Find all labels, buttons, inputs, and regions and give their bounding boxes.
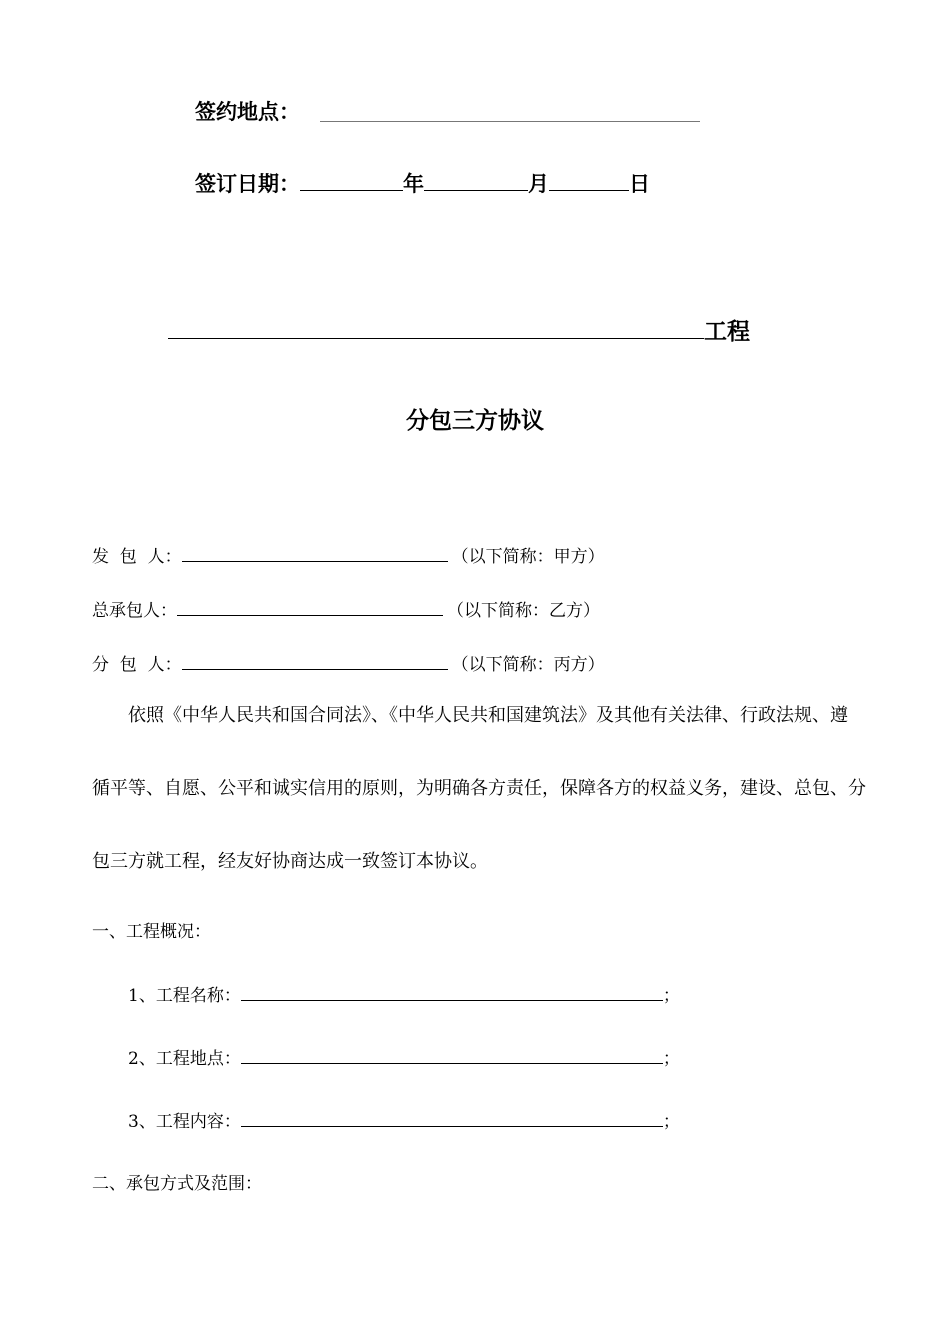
project-item-blank[interactable] [241,1000,663,1001]
project-item-blank[interactable] [241,1063,663,1064]
month-label: 月 [528,172,549,196]
project-item-location [128,1044,680,1069]
party-label: 发 包 人： [92,547,182,567]
project-title-row [168,313,750,346]
party-note: （以下简称：甲方） [451,547,605,567]
project-item-label: 1、工程名称： [128,986,241,1006]
project-item-label: 2、工程地点： [128,1049,241,1069]
party-name-blank[interactable] [182,561,448,562]
day-blank[interactable] [549,190,629,191]
party-name-blank[interactable] [182,669,448,670]
day-label: 日 [629,172,650,196]
party-name-blank[interactable] [177,615,443,616]
document-title: 分包三方协议 [406,408,544,434]
signing-place-label: 签约地点： [195,100,300,124]
month-blank[interactable] [424,190,528,191]
party-label: 总承包人： [92,601,177,621]
section-heading-project-overview: 一、工程概况： [92,922,211,942]
party-row-subcontractor [92,650,605,675]
project-item-end: ； [662,1049,680,1069]
section-heading-contract-scope: 二、承包方式及范围： [92,1174,262,1194]
year-blank[interactable] [300,190,403,191]
party-row-employer [92,542,605,567]
project-item-name [128,981,680,1006]
party-note: （以下简称：丙方） [451,655,605,675]
party-note: （以下简称：乙方） [447,601,600,621]
project-name-blank[interactable] [168,338,704,339]
signing-date-row [195,168,650,198]
project-item-blank[interactable] [241,1126,663,1127]
preamble-line-3: 包三方就工程，经友好协商达成一致签订本协议。 [92,851,488,872]
project-item-end: ； [662,1112,680,1132]
project-title-suffix: 工程 [704,319,750,345]
party-row-general-contractor [92,596,600,621]
project-item-label: 3、工程内容： [128,1112,241,1132]
preamble-line-2: 循平等、自愿、公平和诚实信用的原则，为明确各方责任，保障各方的权益义务，建设、总包、分 [92,778,866,799]
preamble-line-1: 依照《中华人民共和国合同法》、《中华人民共和国建筑法》及其他有关法律、行政法规、遵 [128,705,848,726]
signing-place-row [195,96,300,126]
signing-date-label: 签订日期： [195,172,300,196]
project-item-end: ； [662,986,680,1006]
project-item-content [128,1107,680,1132]
signing-place-blank[interactable] [320,121,700,122]
year-label: 年 [403,172,424,196]
party-label: 分 包 人： [92,655,182,675]
